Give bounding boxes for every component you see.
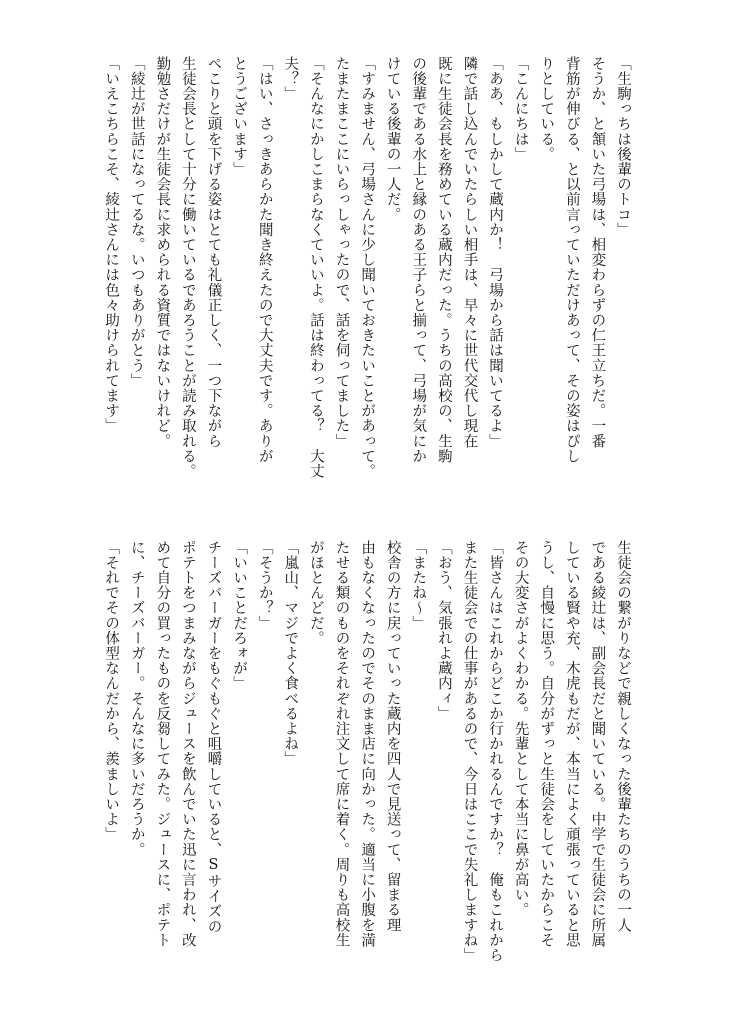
text-column: 生徒会の繋がりなどで親しくなった後輩たちのうちの一人	[615, 540, 631, 933]
text-column: 「いいことだろォが」	[231, 540, 248, 691]
text-column: 「いえこちらこそ、綾辻さんには色々助けられてます」	[103, 56, 120, 434]
text-column: また生徒会での仕事があるので、今日はここで失礼しますね」	[461, 540, 478, 963]
text-column: 夫？」	[282, 56, 299, 102]
text-column: 「ああ、もしかして蔵内か！ 弓場から話は聞いてるよ」	[487, 56, 504, 449]
text-column: 隣で話し込んでいたらしい相手は、早々に世代交代し現在	[461, 56, 478, 449]
text-column: けている後輩の一人だ。	[384, 56, 401, 223]
text-column: とうございます」	[231, 56, 248, 177]
text-column: 「そんなにかしこまらなくていいよ。話は終わってる？ 大丈	[307, 56, 324, 479]
text-column: 「すみません、弓場さんに少し聞いておきたいことがあって。	[359, 56, 376, 479]
text-column: 「綾辻が世話になってるな。いつもありがとう」	[128, 56, 145, 389]
text-column: に、チーズバーガー。そんなに多いだろうか。	[128, 540, 145, 858]
text-column: がほとんどだ。	[307, 540, 324, 646]
text-column: 背筋が伸びる、と以前言っていただけあって、その姿はぴし	[563, 56, 580, 464]
text-column: その大変さがよくわかる。先輩として本当に鼻が高い。	[512, 540, 529, 918]
text-column: 校舎の方に戻っていった蔵内を四人で見送って、留まる理	[384, 540, 401, 933]
text-column: 「そうか？」	[256, 540, 273, 631]
text-column: チーズバーガーをもぐもぐと咀嚼していると、Sサイズの	[205, 540, 222, 935]
text-column: たせる類のものをそれぞれ注文して席に着く。周りも高校生	[333, 540, 350, 948]
text-column: である綾辻は、副会長だと聞いている。中学で生徒会に所属	[589, 540, 606, 948]
text-column: うし、自慢に思う。自分がずっと生徒会をしていたからこそ	[538, 540, 555, 948]
text-column: している賢や充、木虎もだが、本当によく頑張っていると思	[563, 540, 580, 948]
text-column: 生徒会長として十分に働いているであろうことが読み取れる。	[179, 56, 196, 479]
text-column: 「おう、気張れよ蔵内ィ」	[435, 540, 452, 722]
text-column: 勤勉さだけが生徒会長に求められる資質ではないけれど。	[154, 56, 171, 449]
text-column: たまたまここにいらっしゃったので、話を伺ってました」	[333, 56, 350, 449]
upper-text-block	[75, 56, 635, 479]
text-column: 「皆さんはこれからどこか行かれるんですか？ 俺もこれから	[487, 540, 504, 963]
text-column: ポテトをつまみながらジュースを飲んでいた迅に言われ、改	[179, 540, 196, 948]
text-column: 既に生徒会長を務めている蔵内だった。うちの高校の、生駒	[435, 56, 452, 464]
text-column: 「嵐山、マジでよく食べるよね」	[282, 540, 299, 767]
text-column: 「またね〜」	[410, 540, 427, 631]
text-column: りとしている。	[538, 56, 555, 162]
lower-text-block	[75, 540, 635, 963]
text-column: 由もなくなったのでそのまま店に向かった。適当に小腹を満	[359, 540, 376, 948]
text-column: そうか、と頷いた弓場は、相変わらずの仁王立ちだ。一番	[589, 56, 606, 449]
text-column: 「それでその体型なんだから、羨ましいよ」	[103, 540, 120, 842]
text-column: の後輩である水上と縁のある王子らと揃って、弓場が気にか	[410, 56, 427, 464]
text-column: 「こんにちは」	[512, 56, 529, 162]
text-column: 「生駒っちは後輩のトコ」	[615, 56, 631, 238]
text-column: 「はい、さっきあらかた聞き終えたので大丈夫です。ありが	[256, 56, 273, 464]
text-column: めて自分の買ったものを反芻してみた。ジュースに、ポテト	[154, 540, 171, 948]
text-column: ぺこりと頭を下げる姿はとても礼儀正しく、一つ下ながら	[205, 56, 222, 449]
